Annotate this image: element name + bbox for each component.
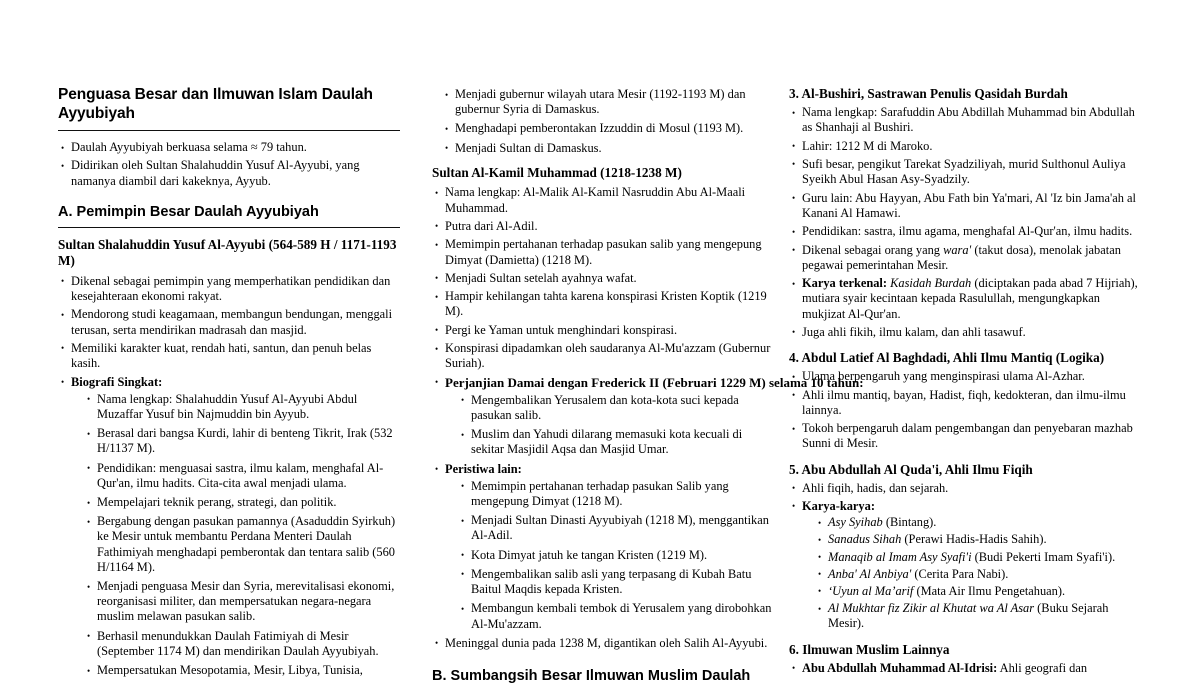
list-item: • Mendorong studi keagamaan, membangun bendungan, menggali terusan, serta mendirikan madrasah dan masjid. [58,307,400,337]
work-title: ‘Uyun al Ma’arif [828,583,914,598]
bushiri-heading: 3. Al-Bushiri, Sastrawan Penulis Qasidah Burdah [789,86,1068,101]
list-item: • Konspirasi dipadamkan oleh saudaranya Al-Mu'azzam (Gubernur Suriah). [432,341,772,371]
shalahuddin-heading: Sultan Shalahuddin Yusuf Al-Ayyubi (564-589 H / 1171-1193 M) [58,236,397,269]
intro-list [58,140,400,189]
work-gloss: (Perawi Hadis-Hadis Sahih). [901,532,1047,547]
list-item: • Menjadi Sultan di Damaskus. [442,141,772,156]
list-item: • Pendidikan: menguasai sastra, ilmu kalam, menghafal Al-Qur'an, ilmu hadits. Cita-cita awal menjadi ulama. [84,461,400,491]
list-item: • Menghadapi pemberontakan Izzuddin di Mosul (1193 M). [442,121,772,136]
peristiwa-list [458,479,772,632]
list-item [815,567,1139,582]
list-item: • Mempersatukan Mesopotamia, Mesir, Libya, Tunisia, [84,663,400,678]
list-item: • Ahli ilmu mantiq, bayan, Hadist, fiqh, kedokteran, dan ilmu-ilmu lainnya. [789,388,1139,418]
perjanjian-list [458,393,772,458]
list-item: • Dikenal sebagai pemimpin yang memperhatikan pendidikan dan kesejahteraan ekonomi rakyat. [58,274,400,304]
peristiwa-group [432,462,772,632]
list-item: • Pendidikan: sastra, ilmu agama, menghafal Al-Qur'an, ilmu hadits. [789,224,1139,239]
list-item: • Muslim dan Yahudi dilarang memasuki kota kecuali di sekitar Masjidil Aqsa dan Masjid Umar. [458,427,772,457]
list-item [815,601,1139,631]
list-item: • Menjadi Sultan setelah ayahnya wafat. [432,271,772,286]
list-item: • Memimpin pertahanan terhadap pasukan Salib yang mengepung Dimyat (1218 M). [458,479,772,509]
qudai-list [789,481,1139,632]
list-item [815,584,1139,599]
list-item: • Tokoh berpengaruh dalam pengembangan dan penyebaran mazhab Sunni di Mesir. [789,421,1139,451]
baghdadi-list [789,369,1139,451]
list-item: • Pergi ke Yaman untuk menghindari konspirasi. [432,323,772,338]
biografi-group [58,375,400,679]
list-item-wara [789,243,1139,273]
list-item: • Sufi besar, pengikut Tarekat Syadziliyah, murid Sulthonul Auliya Syeikh Abul Hasan Asy-Syadzily. [789,157,1139,187]
peristiwa-label: Peristiwa lain: [445,461,522,476]
qudai-heading: 5. Abu Abdullah Al Quda'i, Ahli Ilmu Fiqih [789,461,1033,477]
lainnya-heading: 6. Ilmuwan Muslim Lainnya [789,641,950,657]
work-gloss: (Mata Air Ilmu Pengetahuan). [913,583,1066,598]
list-item: • Mengembalikan Yerusalem dan kota-kota suci kepada pasukan salib. [458,393,772,423]
list-item: • Hampir kehilangan tahta karena konspirasi Kristen Koptik (1219 M). [432,289,772,319]
section-a-divider [58,227,400,228]
list-item: • Memiliki karakter kuat, rendah hati, santun, dan penuh belas kasih. [58,341,400,371]
karya-rest: (diciptakan pada abad 7 Hijriah), mutiara syair kecintaan kepada Rasulullah, mengungkapkan mukjizat Al-Qur'an. [802,276,1138,321]
list-item: • Menjadi penguasa Mesir dan Syria, merevitalisasi ekonomi, reorganisasi militer, dan mempersatukan negara-negara muslim melawan pasukan salib. [84,579,400,625]
list-item: • Bergabung dengan pasukan pamannya (Asaduddin Syirkuh) ke Mesir untuk membantu Perdana Menteri Daulah Fathimiyah menghadapi pemberontak dan tentara salib (560 H/1164 M). [84,514,400,575]
list-item: • Membangun kembali tembok di Yerusalem yang dirobohkan Al-Mu'azzam. [458,601,772,631]
work-title: Manaqib al Imam Asy Syafi'i [828,549,972,564]
biografi-list [84,392,400,678]
list-item: • Ulama berpengaruh yang menginspirasi ulama Al-Azhar. [789,369,1139,384]
list-item: • Didirikan oleh Sultan Shalahuddin Yusuf Al-Ayyubi, yang namanya diambil dari kakeknya, Ayyub. [58,158,400,188]
work-gloss: (Bintang). [882,515,937,530]
list-item: • Mempelajari teknik perang, strategi, dan politik. [84,495,400,510]
work-title: Al Mukhtar fiz Zikir al Khutat wa Al Asar [828,601,1035,616]
list-item: • Mengembalikan salib asli yang terpasang di Kubah Batu Baitul Maqdis kepada Kristen. [458,567,772,597]
biografi-label: Biografi Singkat: [71,374,163,389]
page-title: Penguasa Besar dan Ilmuwan Islam Daulah Ayyubiyah [58,86,373,122]
work-title: Asy Syihab [828,515,883,530]
section-a-heading: A. Pemimpin Besar Daulah Ayyubiyah [58,203,319,220]
perjanjian-group [432,374,864,458]
perjanjian-heading: • Perjanjian Damai dengan Frederick II (Februari 1229 M) selama 10 tahun: [445,374,864,390]
work-gloss: (Buku Sejarah Mesir). [828,601,1109,631]
list-item: • Ahli fiqih, hadis, dan sejarah. [789,481,1139,496]
wara-prefix: Dikenal sebagai orang yang [802,242,944,257]
list-item: • Nama lengkap: Al-Malik Al-Kamil Nasruddin Abu Al-Maali Muhammad. [432,185,772,215]
work-gloss: (Cerita Para Nabi). [911,566,1009,581]
qudai-karya-label: Karya-karya: [802,498,875,513]
karya-label: Karya terkenal: [802,276,887,291]
work-gloss: (Budi Pekerti Imam Syafi'i). [971,549,1116,564]
list-item [815,515,1139,530]
list-item: • Daulah Ayyubiyah berkuasa selama ≈ 79 tahun. [58,140,400,155]
lainnya-list [789,661,1139,676]
list-item: • Berasal dari bangsa Kurdi, lahir di benteng Tikrit, Irak (532 H/1137 M). [84,426,400,456]
qudai-works-list [815,515,1139,631]
alkamil-heading: Sultan Al-Kamil Muhammad (1218-1238 M) [432,164,682,180]
list-item: • Juga ahli fikih, ilmu kalam, dan ahli tasawuf. [789,325,1139,340]
qudai-karya-group [789,499,1139,632]
list-item: • Meninggal dunia pada 1238 M, digantikan oleh Salih Al-Ayyubi. [432,636,772,651]
list-item-idrisi [789,661,1139,676]
wara-term: wara' [943,242,972,257]
wara-suffix: (takut dosa), menolak jabatan pegawai pemerintahan Mesir. [802,242,1121,272]
shalahuddin-list [58,274,400,678]
list-item: • Berhasil menundukkan Daulah Fatimiyah di Mesir (September 1174 M) dan mendirikan Daulah Ayyubiyah. [84,629,400,659]
column2-top-list [442,87,772,156]
karya-title: Kasidah Burdah [890,276,972,291]
list-item: • Guru lain: Abu Hayyan, Abu Fath bin Ya'mari, Al 'Iz bin Jama'ah al Kanani Al Hamawi. [789,191,1139,221]
list-item: • Lahir: 1212 M di Maroko. [789,139,1139,154]
list-item [815,550,1139,565]
column-3 [789,85,1139,679]
list-item [815,532,1139,547]
baghdadi-heading: 4. Abdul Latief Al Baghdadi, Ahli Ilmu Mantiq (Logika) [789,350,1105,366]
section-b-heading: B. Sumbangsih Besar Ilmuwan Muslim Daulah [432,667,751,684]
list-item: • Memimpin pertahanan terhadap pasukan salib yang mengepung Dimyat (Damietta) (1218 M). [432,237,772,267]
bushiri-list [789,105,1139,340]
list-item: • Putra dari Al-Adil. [432,219,772,234]
list-item: • Kota Dimyat jatuh ke tangan Kristen (1219 M). [458,548,772,563]
list-item: • Nama lengkap: Shalahuddin Yusuf Al-Ayyubi Abdul Muzaffar Yusuf bin Najmuddin bin Ayyub. [84,392,400,422]
list-item-karya [789,276,1139,322]
list-item: • Menjadi gubernur wilayah utara Mesir (1192-1193 M) dan gubernur Syria di Damaskus. [442,87,772,117]
list-item: • Menjadi Sultan Dinasti Ayyubiyah (1218 M), menggantikan Al-Adil. [458,513,772,543]
idrisi-rest: Ahli geografi dan [997,660,1088,675]
work-title: Sanadus Sihah [828,532,902,547]
column-1 [58,85,400,682]
idrisi-label: Abu Abdullah Muhammad Al-Idrisi: [802,660,998,675]
title-divider [58,130,400,131]
work-title: Anba' Al Anbiya' [828,566,912,581]
list-item: • Nama lengkap: Sarafuddin Abu Abdillah Muhammad bin Abdullah as Shanhaji al Bushiri. [789,105,1139,135]
